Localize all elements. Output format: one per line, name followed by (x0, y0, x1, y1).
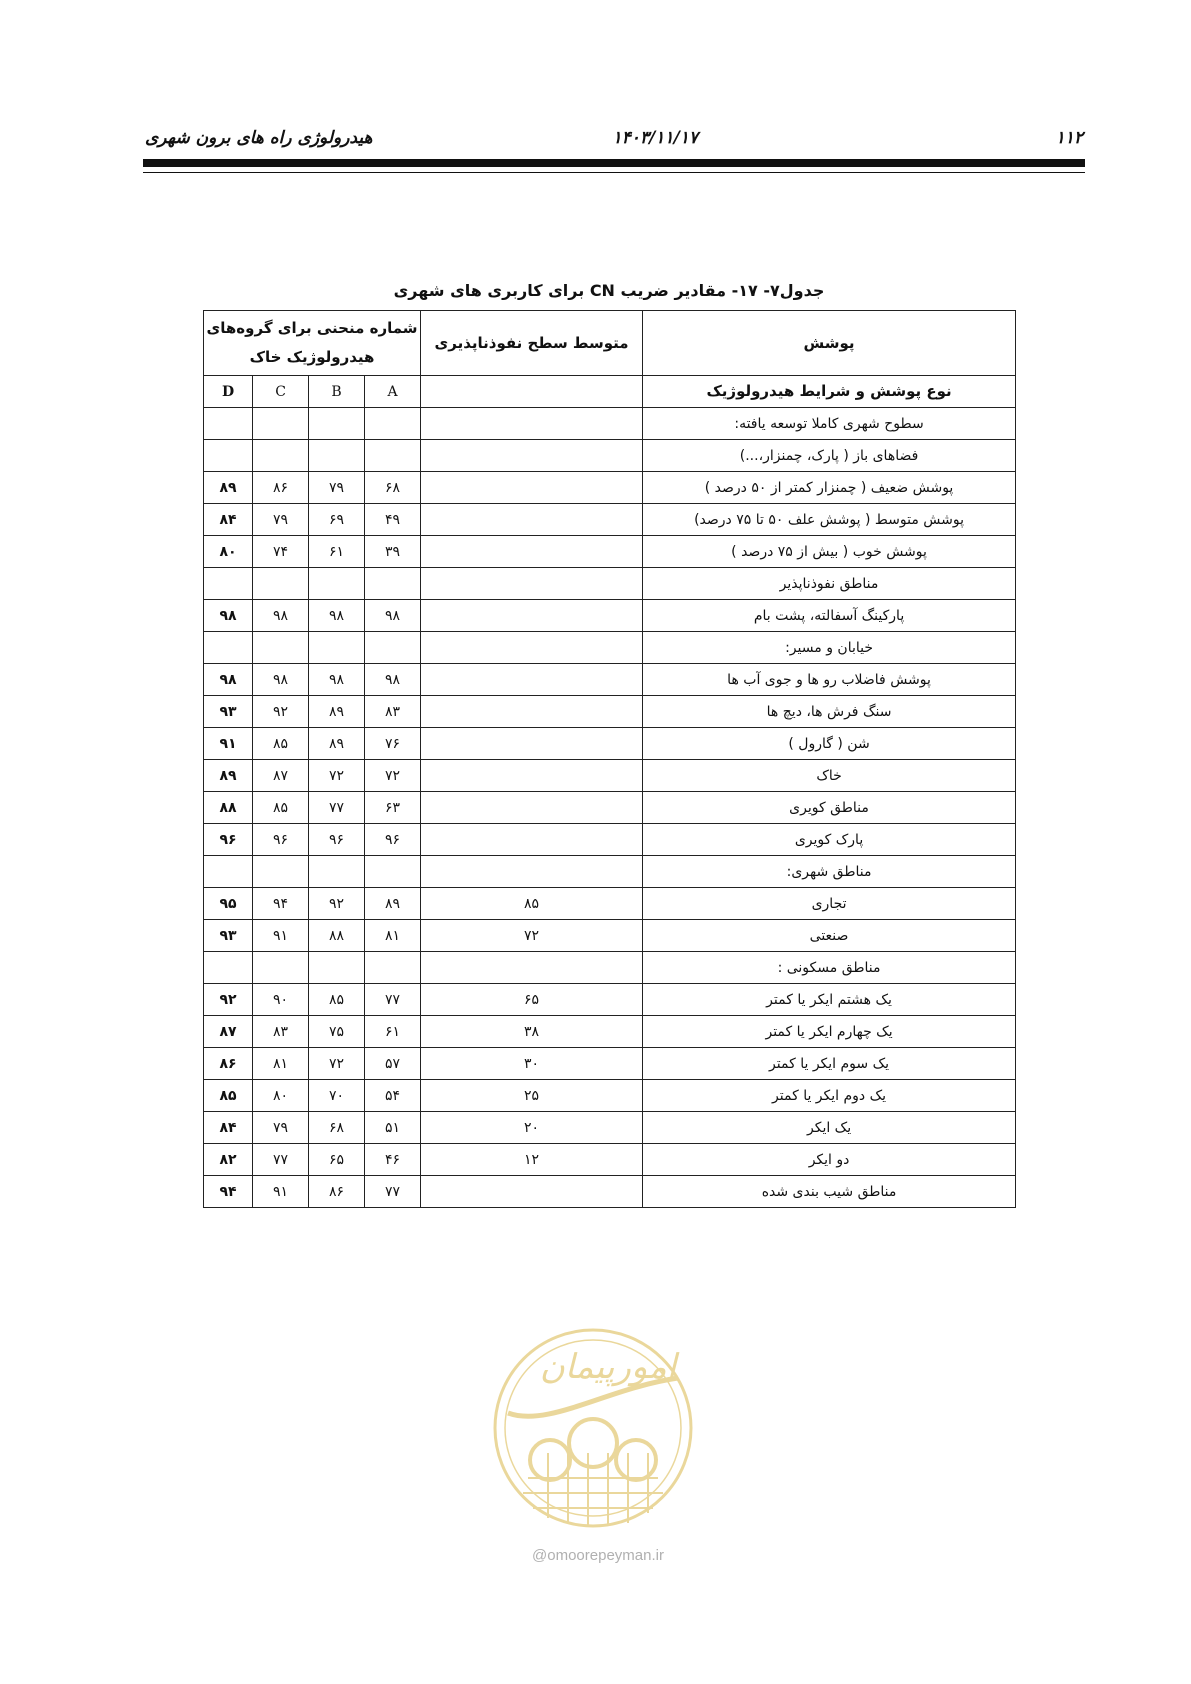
cell-c: ۹۴ (253, 888, 309, 920)
cell-cover: پوشش فاضلاب رو ها و جوی آب ها (643, 664, 1016, 696)
watermark-logo (488, 1318, 698, 1568)
cell-cover: پارک کویری (643, 824, 1016, 856)
cell-cover: مناطق شهری: (643, 856, 1016, 888)
table-row (204, 952, 1016, 984)
cell-d: ۹۶ (204, 824, 253, 856)
table-row (204, 984, 1016, 1016)
header-date: ۱۴۰۳/۱۱/۱۷ (612, 128, 698, 148)
header-col-b: B (309, 376, 365, 408)
cell-a: ۸۳ (365, 696, 421, 728)
cell-cover: یک ایکر (643, 1112, 1016, 1144)
cell-c: ۹۸ (253, 664, 309, 696)
table-row (204, 728, 1016, 760)
cell-c: ۹۲ (253, 696, 309, 728)
cell-impervious (421, 568, 643, 600)
cell-impervious (421, 856, 643, 888)
table-row (204, 696, 1016, 728)
cell-impervious: ۲۵ (421, 1080, 643, 1112)
cell-cover: شن ( گارول ) (643, 728, 1016, 760)
cell-c: ۸۳ (253, 1016, 309, 1048)
cell-d: ۸۶ (204, 1048, 253, 1080)
header-impervious-empty (421, 376, 643, 408)
cell-b (309, 952, 365, 984)
cell-d: ۸۸ (204, 792, 253, 824)
table-row (204, 568, 1016, 600)
cell-b (309, 408, 365, 440)
cell-cover: فضاهای باز ( پارک، چمنزار،...) (643, 440, 1016, 472)
cell-d: ۸۴ (204, 1112, 253, 1144)
table-row (204, 824, 1016, 856)
cell-impervious (421, 664, 643, 696)
cell-a: ۴۶ (365, 1144, 421, 1176)
cell-b (309, 440, 365, 472)
cell-c: ۹۰ (253, 984, 309, 1016)
cell-b: ۸۵ (309, 984, 365, 1016)
header-rule-thick (143, 159, 1085, 167)
header-cn-group-line1: شماره منحنی برای گروه‌های (206, 319, 418, 337)
header-col-c: C (253, 376, 309, 408)
cell-a (365, 856, 421, 888)
table-row (204, 536, 1016, 568)
table-row (204, 1144, 1016, 1176)
cell-d: ۸۹ (204, 472, 253, 504)
cell-cover: مناطق کویری (643, 792, 1016, 824)
table-row (204, 440, 1016, 472)
cell-impervious (421, 600, 643, 632)
cell-impervious (421, 408, 643, 440)
cell-d: ۸۲ (204, 1144, 253, 1176)
cell-c: ۸۷ (253, 760, 309, 792)
cell-c: ۹۸ (253, 600, 309, 632)
table-row (204, 1016, 1016, 1048)
watermark-logo-text: امورپیمان (539, 1347, 677, 1387)
table-row (204, 760, 1016, 792)
cell-d: ۹۸ (204, 600, 253, 632)
table-subheader-row (204, 376, 1016, 408)
cell-cover: خاک (643, 760, 1016, 792)
cell-a: ۸۹ (365, 888, 421, 920)
cell-d: ۹۲ (204, 984, 253, 1016)
cell-b: ۹۸ (309, 664, 365, 696)
cell-impervious (421, 632, 643, 664)
cell-impervious (421, 728, 643, 760)
cell-a: ۶۱ (365, 1016, 421, 1048)
cell-b: ۸۸ (309, 920, 365, 952)
cell-b (309, 856, 365, 888)
cell-a: ۶۸ (365, 472, 421, 504)
table-row (204, 1080, 1016, 1112)
cell-c (253, 408, 309, 440)
cell-d: ۸۴ (204, 504, 253, 536)
cell-b (309, 568, 365, 600)
table-caption: جدول۷- ۱۷- مقادیر ضریب CN برای کاربری های شهری (393, 281, 825, 300)
cell-impervious: ۳۰ (421, 1048, 643, 1080)
cell-impervious: ۱۲ (421, 1144, 643, 1176)
header-cn-group (204, 311, 421, 376)
cell-d: ۹۴ (204, 1176, 253, 1208)
cell-c (253, 952, 309, 984)
table-row (204, 792, 1016, 824)
cell-cover: مناطق نفوذناپذیر (643, 568, 1016, 600)
table-row (204, 472, 1016, 504)
cell-b: ۶۹ (309, 504, 365, 536)
cell-a: ۹۶ (365, 824, 421, 856)
cell-cover: پارکینگ آسفالته، پشت بام (643, 600, 1016, 632)
cell-b: ۶۱ (309, 536, 365, 568)
cell-a: ۷۶ (365, 728, 421, 760)
cell-cover: دو ایکر (643, 1144, 1016, 1176)
cell-a: ۳۹ (365, 536, 421, 568)
table-row (204, 1048, 1016, 1080)
cell-impervious (421, 696, 643, 728)
page-number: ۱۱۲ (1055, 128, 1083, 148)
cell-c: ۸۵ (253, 728, 309, 760)
cell-impervious (421, 824, 643, 856)
cell-b: ۶۸ (309, 1112, 365, 1144)
cell-b: ۷۷ (309, 792, 365, 824)
page-header (145, 128, 1083, 152)
table-row (204, 504, 1016, 536)
cell-c: ۹۱ (253, 1176, 309, 1208)
cell-cover: پوشش ضعیف ( چمنزار کمتر از ۵۰ درصد ) (643, 472, 1016, 504)
table-row (204, 408, 1016, 440)
cell-c: ۷۷ (253, 1144, 309, 1176)
header-col-a: A (365, 376, 421, 408)
cell-d: ۸۷ (204, 1016, 253, 1048)
cell-b: ۸۶ (309, 1176, 365, 1208)
cn-table (203, 310, 1016, 1208)
cell-b: ۷۰ (309, 1080, 365, 1112)
cell-impervious (421, 440, 643, 472)
cell-b: ۷۹ (309, 472, 365, 504)
cell-a: ۶۳ (365, 792, 421, 824)
cell-a: ۷۲ (365, 760, 421, 792)
cell-c (253, 568, 309, 600)
cell-b: ۶۵ (309, 1144, 365, 1176)
cell-a: ۷۷ (365, 1176, 421, 1208)
cell-c: ۸۱ (253, 1048, 309, 1080)
header-col-d: D (204, 376, 253, 408)
watermark-site: @omoorepeyman.ir (532, 1547, 664, 1564)
cell-impervious (421, 760, 643, 792)
cell-impervious (421, 504, 643, 536)
cell-c: ۸۶ (253, 472, 309, 504)
cell-a: ۹۸ (365, 664, 421, 696)
cell-impervious: ۲۰ (421, 1112, 643, 1144)
header-cn-group-line2: هیدرولوژیک خاک (249, 348, 375, 366)
cell-d: ۹۱ (204, 728, 253, 760)
cell-b: ۷۲ (309, 760, 365, 792)
table-row (204, 600, 1016, 632)
header-cover-type: نوع پوشش و شرایط هیدرولوژیک (643, 376, 1016, 408)
table-row (204, 632, 1016, 664)
cell-cover: یک سوم ایکر یا کمتر (643, 1048, 1016, 1080)
table-row (204, 1176, 1016, 1208)
table-row (204, 856, 1016, 888)
cell-d (204, 632, 253, 664)
cell-impervious: ۳۸ (421, 1016, 643, 1048)
cell-c: ۸۵ (253, 792, 309, 824)
table-row (204, 664, 1016, 696)
cell-d: ۸۵ (204, 1080, 253, 1112)
cell-c (253, 440, 309, 472)
cell-cover: مناطق شیب بندی شده (643, 1176, 1016, 1208)
table-row (204, 1112, 1016, 1144)
header-rule-thin (143, 172, 1085, 173)
cell-impervious (421, 952, 643, 984)
cell-a: ۷۷ (365, 984, 421, 1016)
cell-c (253, 632, 309, 664)
cell-cover: پوشش خوب ( بیش از ۷۵ درصد ) (643, 536, 1016, 568)
cell-a: ۸۱ (365, 920, 421, 952)
cell-cover: یک چهارم ایکر یا کمتر (643, 1016, 1016, 1048)
cell-impervious (421, 472, 643, 504)
cell-impervious (421, 536, 643, 568)
cell-b: ۷۵ (309, 1016, 365, 1048)
cell-a: ۵۱ (365, 1112, 421, 1144)
cell-b: ۷۲ (309, 1048, 365, 1080)
cell-impervious (421, 1176, 643, 1208)
cell-b: ۹۶ (309, 824, 365, 856)
cell-c (253, 856, 309, 888)
cell-cover: سنگ فرش ها، دیچ ها (643, 696, 1016, 728)
cell-d: ۹۳ (204, 920, 253, 952)
cell-a (365, 440, 421, 472)
cell-cover: تجاری (643, 888, 1016, 920)
cell-d: ۹۳ (204, 696, 253, 728)
table-row (204, 920, 1016, 952)
cell-c: ۸۰ (253, 1080, 309, 1112)
cell-b: ۹۸ (309, 600, 365, 632)
cell-a (365, 952, 421, 984)
cell-c: ۷۹ (253, 504, 309, 536)
cell-cover: یک هشتم ایکر یا کمتر (643, 984, 1016, 1016)
cell-impervious: ۶۵ (421, 984, 643, 1016)
cell-a: ۹۸ (365, 600, 421, 632)
table-body (204, 408, 1016, 1208)
table-row (204, 888, 1016, 920)
cell-d (204, 856, 253, 888)
cell-c: ۷۴ (253, 536, 309, 568)
cell-d (204, 952, 253, 984)
cell-b: ۸۹ (309, 728, 365, 760)
cell-impervious: ۷۲ (421, 920, 643, 952)
header-impervious: متوسط سطح نفوذناپذیری (421, 311, 643, 376)
cell-cover: سطوح شهری کاملا توسعه یافته: (643, 408, 1016, 440)
cell-a (365, 568, 421, 600)
cell-a (365, 408, 421, 440)
cell-cover: خیابان و مسیر: (643, 632, 1016, 664)
cell-impervious (421, 792, 643, 824)
cell-cover: صنعتی (643, 920, 1016, 952)
cell-b: ۹۲ (309, 888, 365, 920)
cell-a: ۵۷ (365, 1048, 421, 1080)
cell-cover: پوشش متوسط ( پوشش علف ۵۰ تا ۷۵ درصد) (643, 504, 1016, 536)
cell-d: ۸۹ (204, 760, 253, 792)
header-cover: پوشش (643, 311, 1016, 376)
cell-c: ۹۱ (253, 920, 309, 952)
table-header-row (204, 311, 1016, 376)
book-title: هیدرولوژی راه های برون شهری (145, 128, 373, 148)
cell-d (204, 568, 253, 600)
cell-cover: یک دوم ایکر یا کمتر (643, 1080, 1016, 1112)
cell-d: ۹۸ (204, 664, 253, 696)
cell-b (309, 632, 365, 664)
cell-d: ۹۵ (204, 888, 253, 920)
cell-c: ۹۶ (253, 824, 309, 856)
cell-a (365, 632, 421, 664)
cell-d (204, 408, 253, 440)
cell-c: ۷۹ (253, 1112, 309, 1144)
cell-d: ۸۰ (204, 536, 253, 568)
cell-d (204, 440, 253, 472)
cell-a: ۴۹ (365, 504, 421, 536)
cell-a: ۵۴ (365, 1080, 421, 1112)
cell-impervious: ۸۵ (421, 888, 643, 920)
cell-cover: مناطق مسکونی : (643, 952, 1016, 984)
cell-b: ۸۹ (309, 696, 365, 728)
